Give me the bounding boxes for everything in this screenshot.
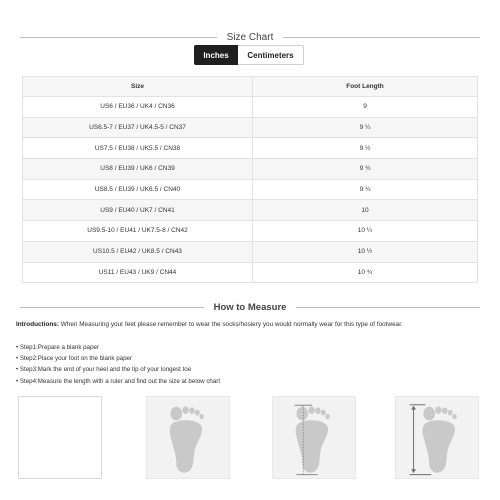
foot-length-column-header: Foot Length — [253, 77, 478, 97]
size-chart-heading — [20, 32, 480, 43]
table-header-row — [23, 77, 478, 97]
table-row — [23, 179, 478, 200]
size-cell: US8.5 / EU39 / UK6.5 / CN40 — [23, 179, 253, 200]
size-cell: US11 / EU43 / UK9 / CN44 — [23, 262, 253, 283]
table-row — [23, 221, 478, 242]
divider — [283, 37, 480, 38]
size-cell: US10.5 / EU42 / UK8.5 / CN43 — [23, 241, 253, 262]
table-row — [23, 159, 478, 180]
foot-length-cell: 9 ¾ — [253, 179, 478, 200]
size-cell: US9.5-10 / EU41 / UK7.5-8 / CN42 — [23, 221, 253, 242]
foot-length-cell: 9 ¼ — [253, 117, 478, 138]
how-to-measure-title: How to Measure — [213, 302, 287, 313]
list-item: • Step1:Prepare a blank paper — [16, 344, 100, 351]
foot-icon — [146, 396, 230, 479]
foot-length-cell: 10 ¾ — [253, 262, 478, 283]
list-item: • Step3:Mark the end of your heel and the tip of your longest toe — [16, 366, 192, 374]
table-row — [23, 200, 478, 221]
inches-button[interactable]: Inches — [194, 45, 238, 65]
size-table — [22, 76, 478, 283]
centimeters-button[interactable]: Centimeters — [238, 45, 304, 65]
divider — [20, 307, 204, 308]
size-column-header: Size — [23, 77, 253, 97]
size-chart-title: Size Chart — [226, 32, 274, 43]
step-text: Step2:Place your foot on the blank paper — [19, 355, 133, 363]
introduction-label: Introductions: — [16, 321, 59, 328]
table-row — [23, 97, 478, 118]
size-cell: US7.5 / EU38 / UK5.5 / CN38 — [23, 138, 253, 159]
divider — [296, 307, 480, 308]
table-row — [23, 241, 478, 262]
table-row — [23, 138, 478, 159]
table-row — [23, 117, 478, 138]
step-text: Step1:Prepare a blank paper — [19, 344, 100, 351]
table-row — [23, 262, 478, 283]
foot-length-cell: 10 — [253, 200, 478, 221]
step-text: Step4:Measure the length with a ruler and find out the size at below chart — [19, 377, 221, 385]
foot-marked-icon — [272, 396, 356, 479]
blank-paper-icon — [18, 396, 102, 479]
unit-toggle — [194, 45, 304, 65]
step-text: Step3:Mark the end of your heel and the tip of your longest toe — [19, 366, 192, 374]
size-cell: US8 / EU39 / UK6 / CN39 — [23, 159, 253, 180]
divider — [20, 37, 217, 38]
list-item: • Step2:Place your foot on the blank paper — [16, 355, 133, 363]
foot-length-cell: 10 ½ — [253, 241, 478, 262]
foot-length-cell: 10 ¼ — [253, 221, 478, 242]
size-cell: US9 / EU40 / UK7 / CN41 — [23, 200, 253, 221]
introduction-text — [16, 321, 486, 328]
introduction-body: When Measuring your feet please remember to wear the socks/hosiery you would normally wear for this type of footwear. — [58, 321, 403, 328]
list-item: • Step4:Measure the length with a ruler and find out the size at below chart — [16, 377, 221, 385]
how-to-measure-heading — [20, 302, 480, 313]
foot-measured-icon — [395, 396, 479, 479]
foot-length-cell: 9 ¾ — [253, 159, 478, 180]
steps-list — [16, 342, 220, 387]
size-cell: US6.5-7 / EU37 / UK4.5-5 / CN37 — [23, 117, 253, 138]
foot-length-cell: 9 ½ — [253, 138, 478, 159]
size-cell: US6 / EU36 / UK4 / CN36 — [23, 97, 253, 118]
foot-length-cell: 9 — [253, 97, 478, 118]
